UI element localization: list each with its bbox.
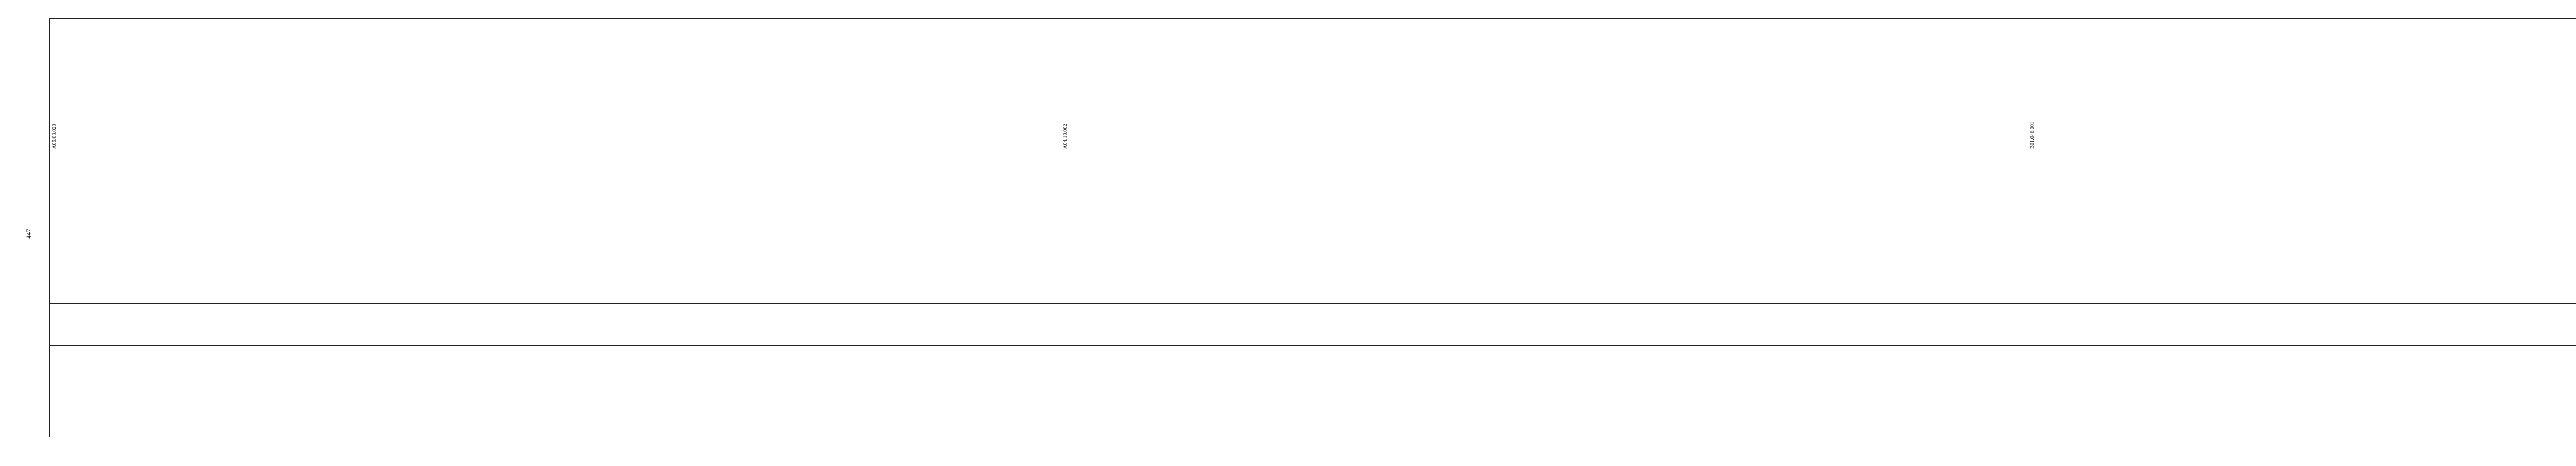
icd-code-cell	[1061, 330, 2028, 346]
page-number	[23, 226, 35, 242]
number-cell	[50, 406, 1062, 437]
complex-code-cell	[1061, 223, 2028, 304]
number-cell	[2028, 406, 2576, 437]
icd-code-cell	[2028, 330, 2576, 346]
complex-code-cell	[50, 223, 1062, 304]
service-code-cell: B01.046.001	[2028, 19, 2576, 151]
complex-name-cell	[50, 151, 1062, 223]
disease-name-cell	[1061, 346, 2028, 406]
spacer-cell	[50, 304, 1062, 330]
services-table	[49, 18, 2576, 437]
table-row	[2028, 19, 2576, 437]
complex-code-cell	[2028, 223, 2576, 304]
disease-name-cell	[50, 346, 1062, 406]
icd-code-cell	[50, 330, 1062, 346]
page-number-text: 447	[25, 229, 32, 239]
table-row	[1061, 19, 2028, 437]
service-code-cell: A04.10.002	[1061, 19, 2028, 151]
complex-name-cell	[1061, 151, 2028, 223]
service-code-cell: A06.03.020	[50, 19, 1062, 151]
spacer-cell	[1061, 304, 2028, 330]
number-cell	[1061, 406, 2028, 437]
services-table-container	[49, 19, 2036, 437]
table-row	[50, 19, 1062, 437]
spacer-cell	[2028, 304, 2576, 330]
disease-name-cell	[2028, 346, 2576, 406]
complex-name-cell	[2028, 151, 2576, 223]
